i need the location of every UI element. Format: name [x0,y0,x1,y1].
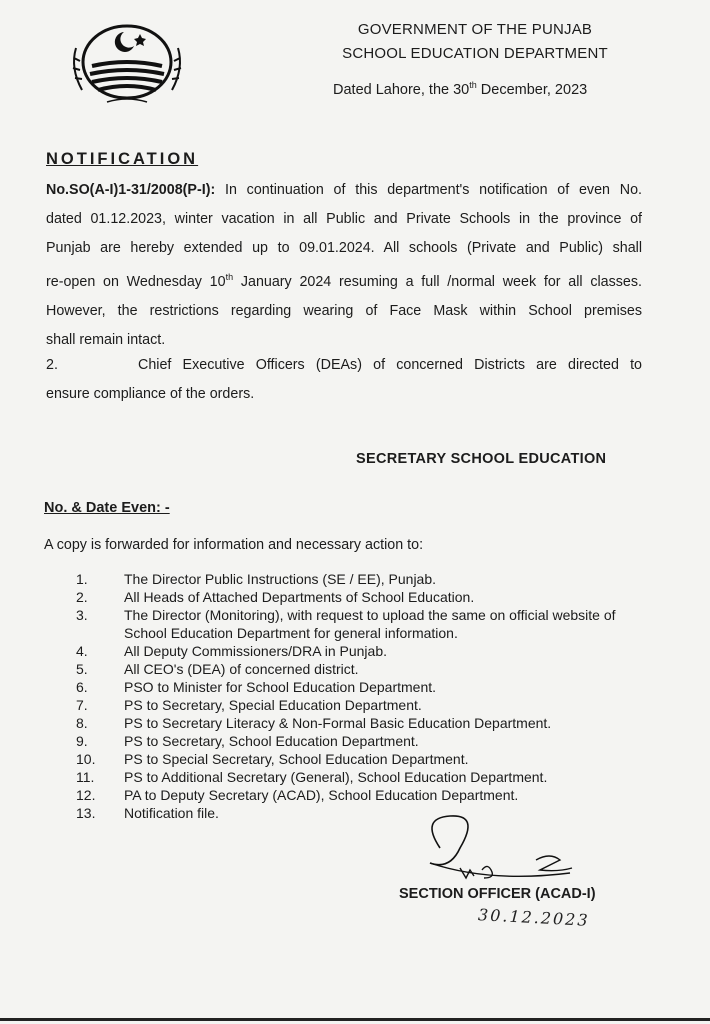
distribution-item [76,678,636,696]
distribution-item-text: PSO to Minister for School Education Department. [124,679,437,695]
distribution-item-text: PS to Additional Secretary (General), School Education Department. [124,769,548,785]
section-officer-signatory: SECTION OFFICER (ACAD-I) [399,886,596,902]
notification-reference: No.SO(A-I)1-31/2008(P-I): [46,182,216,198]
distribution-item-number: 12. [76,787,96,803]
distribution-item-number: 8. [76,715,88,731]
distribution-item-number: 7. [76,697,88,713]
distribution-item-number: 6. [76,679,88,695]
distribution-item [76,696,636,714]
distribution-item-text: PS to Secretary, School Education Department. [124,733,419,749]
distribution-item-text: All CEO's (DEA) of concerned district. [124,661,359,677]
distribution-item-text: PS to Special Secretary, School Education Department. [124,751,469,767]
secretary-signatory: SECRETARY SCHOOL EDUCATION [356,451,607,467]
page-edge-divider [0,1018,710,1021]
distribution-item-number: 5. [76,661,88,677]
distribution-item [76,642,636,660]
distribution-item-number: 9. [76,733,88,749]
copy-forwarded-line: A copy is forwarded for information and necessary action to: [44,537,424,553]
distribution-item-text: PS to Secretary Literacy & Non-Formal Basic Education Department. [124,715,552,731]
no-and-date-heading: No. & Date Even: - [44,500,170,516]
distribution-item [76,588,636,606]
notification-title: NOTIFICATION [46,150,199,168]
distribution-item-number: 10. [76,751,96,767]
distribution-item-number: 1. [76,571,88,587]
distribution-item-text: The Director (Monitoring), with request to upload the same on official website of School Education Department for general information. [124,607,616,641]
distribution-item-text: The Director Public Instructions (SE / EE), Punjab. [124,571,437,587]
notification-paragraph-2: 2. Chief Executive Officers (DEAs) of concerned Districts are directed to ensure compliance of the orders. [46,357,642,402]
distribution-item [76,714,636,732]
dated-line: Dated Lahore, the 30th December, 2023 [333,80,588,98]
distribution-item-text: PS to Secretary, Special Education Department. [124,697,422,713]
distribution-item [76,660,636,678]
distribution-item [76,768,636,786]
distribution-item [76,732,636,750]
distribution-item-text: PA to Deputy Secretary (ACAD), School Education Department. [124,787,519,803]
distribution-item-number: 13. [76,805,96,821]
distribution-item [76,606,636,642]
government-heading: GOVERNMENT OF THE PUNJAB [357,21,593,38]
notification-paragraph-1: No.SO(A-I)1-31/2008(P-I): In continuation of this department's notification of even No. dated 01.12.2023, winter vacation in all Public and Private Schools in the province of Punjab are hereby extended up to 09.01.2024. All schools (Private and Public) shall re-open on Wednesday 10th January 2024 resuming a full /normal week for all classes. However, the restrictions regarding wearing of Face Mask within School premises shall remain intact. [46,182,642,348]
distribution-item-number: 3. [76,607,88,623]
distribution-item [76,750,636,768]
distribution-item-number: 2. [76,589,88,605]
distribution-item [76,570,636,588]
punjab-government-emblem-icon [62,18,192,110]
distribution-item-text: All Deputy Commissioners/DRA in Punjab. [124,643,387,659]
handwritten-date: 30.12.2023 [477,905,591,930]
distribution-item [76,786,636,804]
distribution-item-text: All Heads of Attached Departments of School Education. [124,589,475,605]
distribution-list [76,570,636,822]
distribution-item-number: 4. [76,643,88,659]
department-heading: SCHOOL EDUCATION DEPARTMENT [342,45,608,62]
distribution-item-number: 11. [76,769,95,785]
distribution-item-text: Notification file. [124,805,219,821]
